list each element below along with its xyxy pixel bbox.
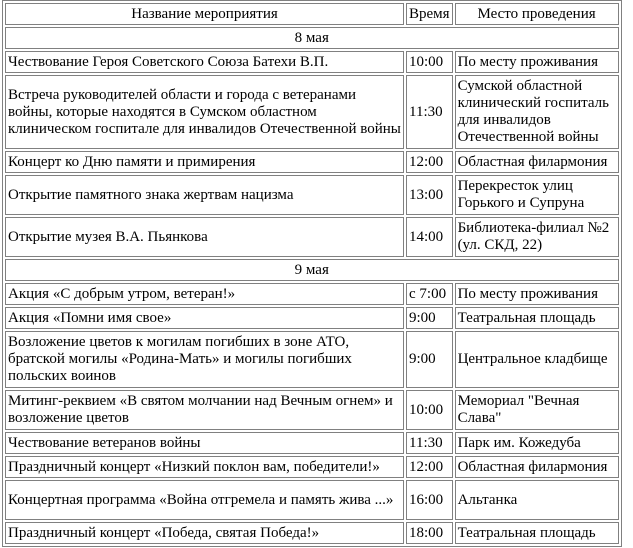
event-cell: Акция «С добрым утром, ветеран!»	[5, 283, 404, 305]
place-cell: Областная филармония	[455, 151, 619, 173]
date-label: 9 мая	[5, 259, 619, 281]
table-row	[5, 307, 619, 329]
place-cell: Центральное кладбище	[455, 331, 619, 388]
place-cell: Областная филармония	[455, 456, 619, 478]
place-cell: Парк им. Кожедуба	[455, 432, 619, 454]
place-cell: По месту проживания	[455, 51, 619, 73]
date-row	[5, 27, 619, 49]
time-cell: 11:30	[406, 75, 453, 149]
place-cell: Сумской областной клинический госпиталь для инвалидов Отечественной войны	[455, 75, 619, 149]
place-cell: Перекресток улиц Горького и Супруна	[455, 175, 619, 215]
table-header-row	[5, 3, 619, 25]
time-cell: 18:00	[406, 522, 453, 544]
place-cell: Театральная площадь	[455, 522, 619, 544]
event-cell: Концерт ко Дню памяти и примирения	[5, 151, 404, 173]
event-cell: Концертная программа «Война отгремела и память жива ...»	[5, 480, 404, 520]
time-cell: 13:00	[406, 175, 453, 215]
header-time: Время	[406, 3, 453, 25]
table-row	[5, 175, 619, 215]
table-row	[5, 480, 619, 520]
event-cell: Акция «Помни имя свое»	[5, 307, 404, 329]
event-cell: Митинг-реквием «В святом молчании над Вечным огнем» и возложение цветов	[5, 390, 404, 430]
date-label: 8 мая	[5, 27, 619, 49]
table-row	[5, 456, 619, 478]
time-cell: 11:30	[406, 432, 453, 454]
time-cell: 10:00	[406, 390, 453, 430]
time-cell: 12:00	[406, 456, 453, 478]
time-cell: 9:00	[406, 307, 453, 329]
header-event: Название мероприятия	[5, 3, 404, 25]
event-cell: Праздничный концерт «Низкий поклон вам, победители!»	[5, 456, 404, 478]
event-cell: Встреча руководителей области и города с ветеранами войны, которые находятся в Сумском областном клиническом госпитале для инвалидов Отечественной войны	[5, 75, 404, 149]
table-row	[5, 51, 619, 73]
table-row	[5, 151, 619, 173]
table-row	[5, 331, 619, 388]
table-row	[5, 217, 619, 257]
table-row	[5, 283, 619, 305]
time-cell: 10:00	[406, 51, 453, 73]
events-schedule-table	[2, 0, 622, 547]
time-cell: 9:00	[406, 331, 453, 388]
event-cell: Чествование ветеранов войны	[5, 432, 404, 454]
table-row	[5, 522, 619, 544]
event-cell: Праздничный концерт «Победа, святая Победа!»	[5, 522, 404, 544]
place-cell: Альтанка	[455, 480, 619, 520]
event-cell: Чествование Героя Советского Союза Батехи В.П.	[5, 51, 404, 73]
place-cell: По месту проживания	[455, 283, 619, 305]
header-place: Место проведения	[455, 3, 619, 25]
event-cell: Открытие музея В.А. Пьянкова	[5, 217, 404, 257]
event-cell: Возложение цветов к могилам погибших в зоне АТО, братской могилы «Родина-Мать» и могилы погибших польских воинов	[5, 331, 404, 388]
time-cell: с 7:00	[406, 283, 453, 305]
place-cell: Библиотека-филиал №2 (ул. СКД, 22)	[455, 217, 619, 257]
table-row	[5, 432, 619, 454]
time-cell: 14:00	[406, 217, 453, 257]
event-cell: Открытие памятного знака жертвам нацизма	[5, 175, 404, 215]
date-row	[5, 259, 619, 281]
place-cell: Театральная площадь	[455, 307, 619, 329]
table-row	[5, 390, 619, 430]
time-cell: 16:00	[406, 480, 453, 520]
time-cell: 12:00	[406, 151, 453, 173]
place-cell: Мемориал "Вечная Слава"	[455, 390, 619, 430]
table-row	[5, 75, 619, 149]
